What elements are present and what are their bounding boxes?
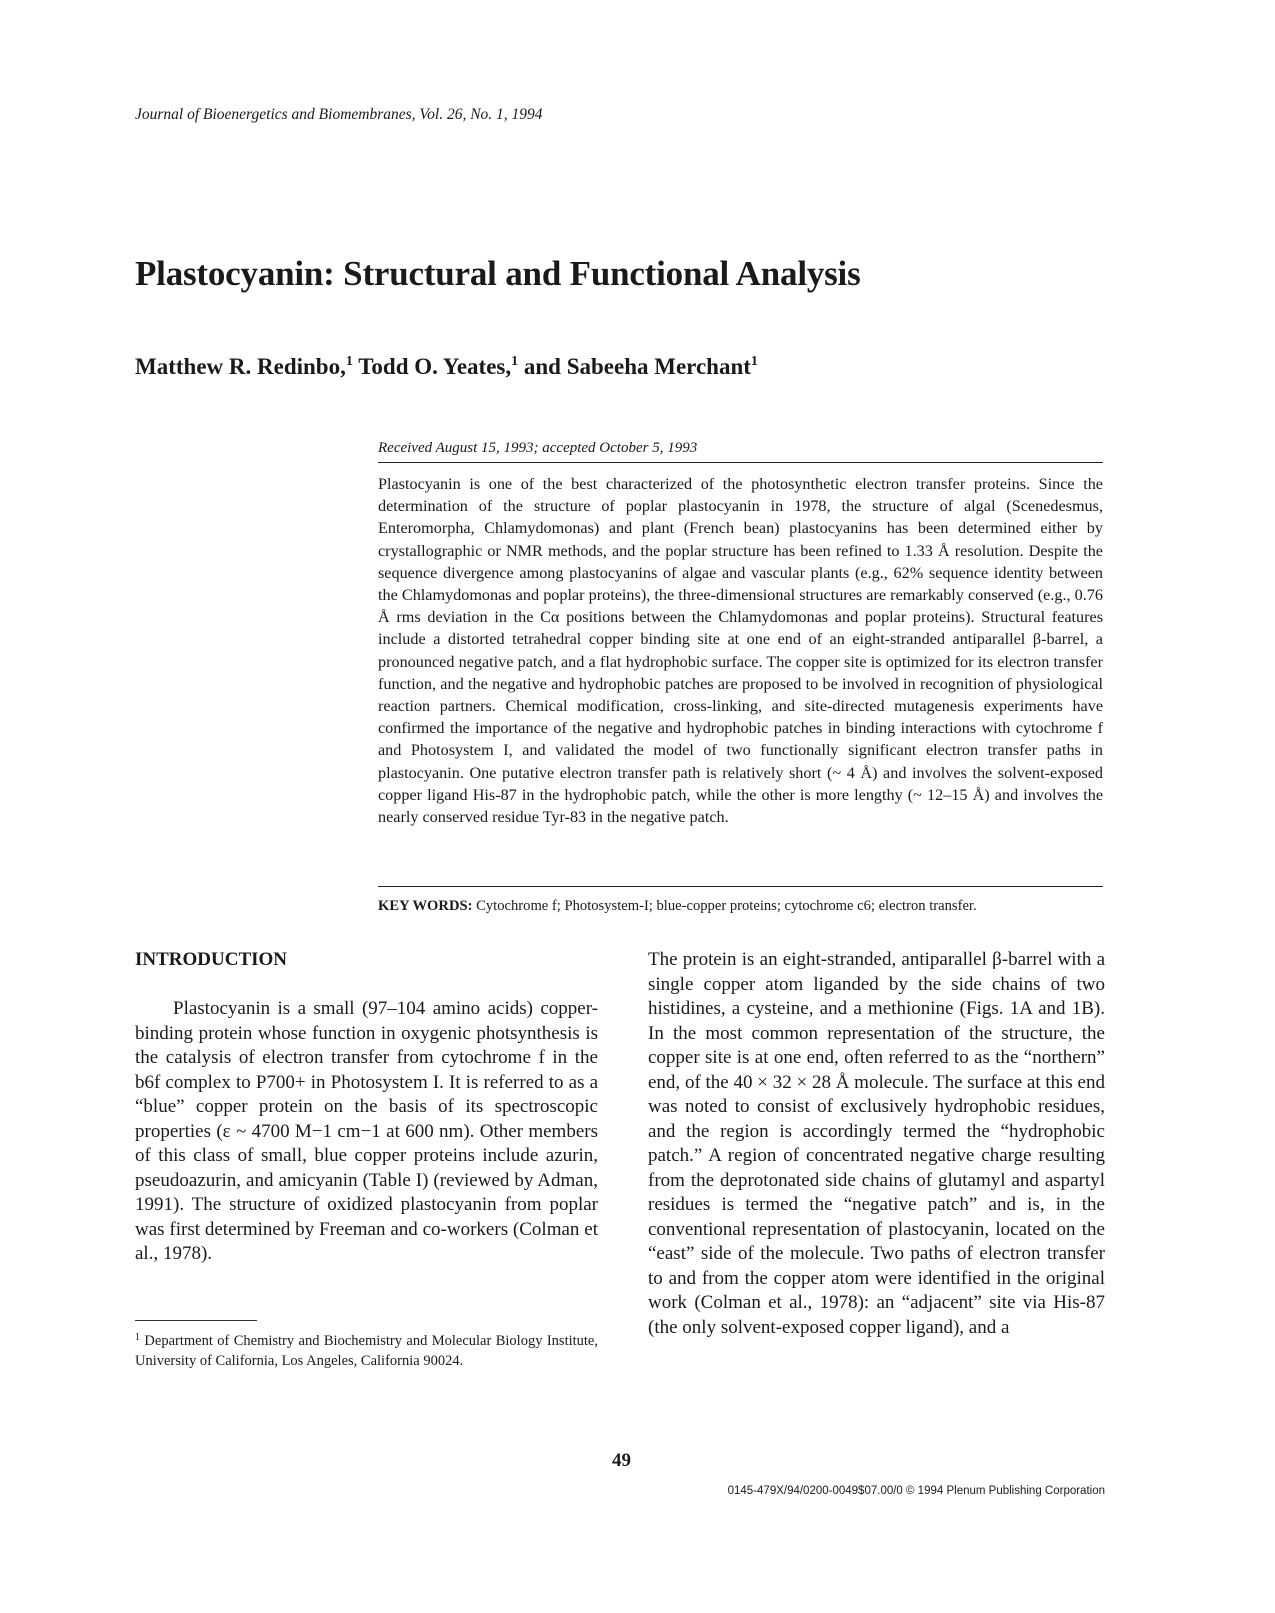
abstract-top-rule <box>378 462 1103 463</box>
footnote-mark: 1 <box>135 1332 140 1343</box>
intro-left-column: Plastocyanin is a small (97–104 amino acids) copper-binding protein whose function in oxygenic photsynthesis is the catalysis of electron transfer from cytochrome f in the b6f complex to P700+ in Photosystem I. It is referred to as a “blue” copper protein on the basis of its spectroscopic properties (ε ~ 4700 M−1 cm−1 at 600 nm). Other members of this class of small, blue copper proteins include azurin, pseudoazurin, and amicyanin (Table I) (reviewed by Adman, 1991). The structure of oxidized plastocyanin from poplar was first determined by Freeman and co-workers (Colman et al., 1978). <box>135 998 598 1264</box>
abstract-bottom-rule <box>378 886 1103 887</box>
journal-header: Journal of Bioenergetics and Biomembranes, Vol. 26, No. 1, 1994 <box>135 106 543 123</box>
key-words <box>378 898 977 915</box>
author-3-affil: 1 <box>750 354 758 369</box>
introduction-heading: INTRODUCTION <box>135 949 288 970</box>
key-words-label: KEY WORDS: <box>378 898 473 914</box>
author-2-affil: 1 <box>511 354 519 369</box>
abstract: Plastocyanin is one of the best characterized of the photosynthetic electron transfer proteins. Since the determination of the structure of poplar plastocyanin in 1978, the structure of algal (Scenedesmus, Enteromorpha, Chlamydomonas) and plant (French bean) plastocyanins has been determined either by crystallographic or NMR methods, and the poplar structure has been refined to 1.33 Å resolution. Despite the sequence divergence among plastocyanins of algae and vascular plants (e.g., 62% sequence identity between the Chlamydomonas and poplar proteins), the three-dimensional structures are remarkably conserved (e.g., 0.76 Å rms deviation in the Cα positions between the Chlamydomonas and poplar proteins). Structural features include a distorted tetrahedral copper binding site at one end of an eight-stranded antiparallel β-barrel, a pronounced negative patch, and a flat hydrophobic surface. The copper site is optimized for its electron transfer function, and the negative and hydrophobic patches are proposed to be involved in recognition of physiological reaction partners. Chemical modification, cross-linking, and site-directed mutagenesis experiments have confirmed the importance of the negative and hydrophobic patches in binding interactions with cytochrome f and Photosystem I, and validated the model of two functionally significant electron transfer paths in plastocyanin. One putative electron transfer path is relatively short (~ 4 Å) and involves the solvent-exposed copper ligand His-87 in the hydrophobic patch, while the other is more lengthy (~ 12–15 Å) and involves the nearly conserved residue Tyr-83 in the negative patch. <box>378 475 1103 827</box>
author-1-affil: 1 <box>345 354 353 369</box>
copyright-line: 0145-479X/94/0200-0049$07.00/0 © 1994 Plenum Publishing Corporation <box>727 1485 1105 1497</box>
intro-right-column: The protein is an eight-stranded, antiparallel β-barrel with a single copper atom liganded by the side chains of two histidines, a cysteine, and a methionine (Figs. 1A and 1B). In the most common representation of the structure, the copper site is at one end, often referred to as the “northern” end, of the 40 × 32 × 28 Å molecule. The surface at this end was noted to consist of exclusively hydrophobic residues, and the region is accordingly termed the “hydrophobic patch.” A region of concentrated negative charge resulting from the deprotonated side chains of glutamyl and aspartyl residues is termed the “negative patch” and is, in the conventional representation of plastocyanin, located on the “east” side of the molecule. Two paths of electron transfer to and from the copper atom were identified in the original work (Colman et al., 1978): an “adjacent” site via His-87 (the only solvent-exposed copper ligand), and a <box>648 949 1105 1338</box>
author-3-name: and Sabeeha Merchant <box>523 354 751 379</box>
page-number: 49 <box>612 1450 631 1471</box>
author-list <box>135 354 758 380</box>
author-1-name: Matthew R. Redinbo, <box>135 354 346 379</box>
key-words-text: Cytochrome f; Photosystem-I; blue-copper proteins; cytochrome c6; electron transfer. <box>476 898 977 914</box>
paper-title: Plastocyanin: Structural and Functional Analysis <box>135 254 861 293</box>
author-2-name: Todd O. Yeates, <box>358 354 512 379</box>
received-dates: Received August 15, 1993; accepted October 5, 1993 <box>378 440 698 456</box>
footnote-rule <box>135 1320 257 1321</box>
footnote-text: Department of Chemistry and Biochemistry and Molecular Biology Institute, University of California, Los Angeles, California 90024. <box>135 1333 598 1369</box>
footnote <box>135 1331 598 1371</box>
